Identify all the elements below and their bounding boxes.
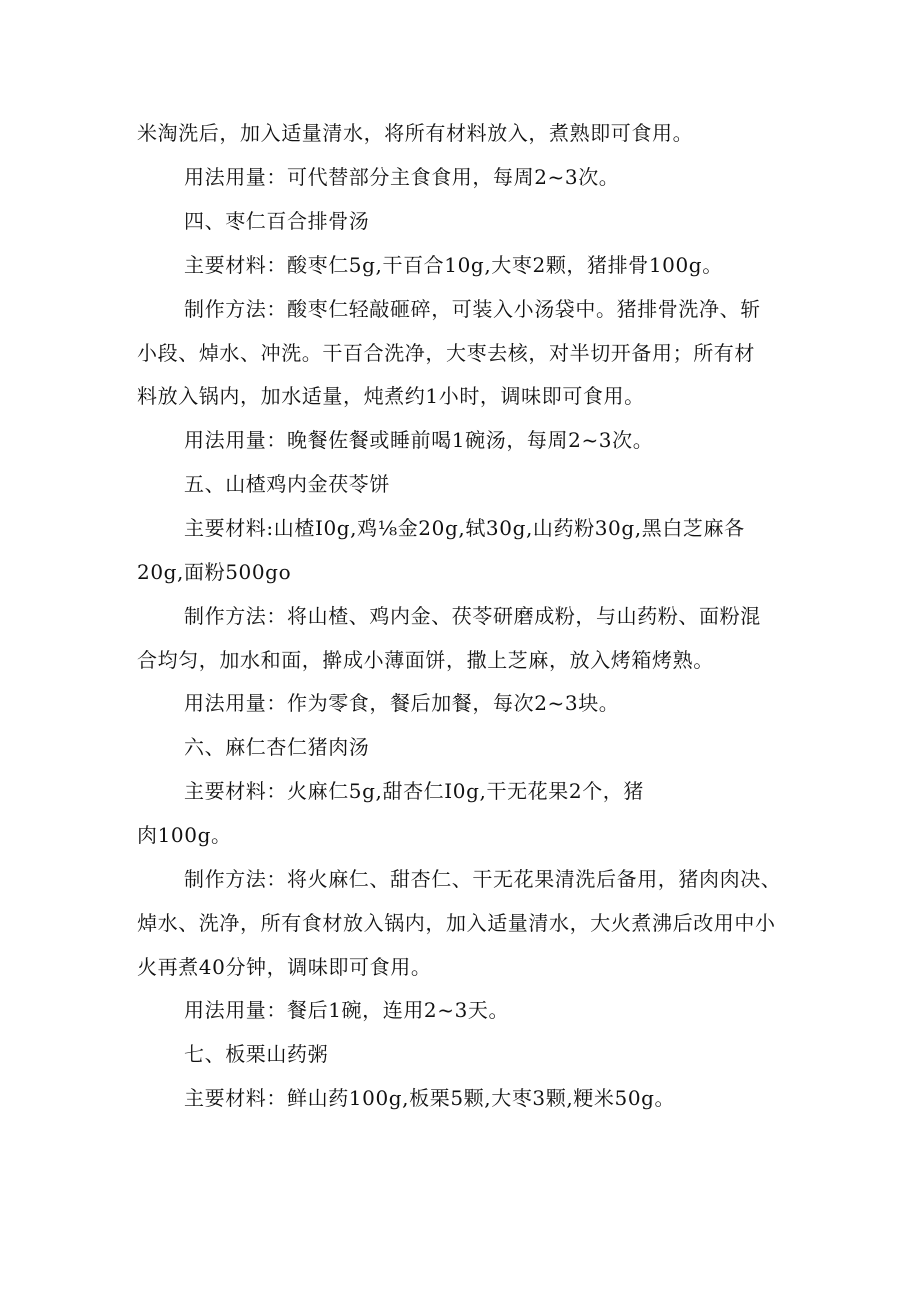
method-continuation-line: 料放入锅内，加水适量，炖煮约1小时，调味即可食用。 xyxy=(137,384,645,408)
section-heading: 五、山楂鸡内金茯苓饼 xyxy=(184,472,390,496)
method-line: 制作方法：将火麻仁、甜杏仁、干无花果清洗后备用，猪肉肉决、 xyxy=(184,867,782,891)
ingredients-line: 主要材料：酸枣仁5g,干百合10g,大枣2颗，猪排骨100g。 xyxy=(184,253,723,277)
method-line: 制作方法：将山楂、鸡内金、茯苓研磨成粉，与山药粉、面粉混 xyxy=(184,604,761,628)
usage-line: 用法用量：晚餐佐餐或睡前喝1碗汤，每周2~3次。 xyxy=(184,428,654,452)
method-continuation-line: 焯水、洗净，所有食材放入锅内，加入适量清水，大火煮沸后改用中小 xyxy=(137,911,776,935)
paragraph-line: 米淘洗后，加入适量清水，将所有材料放入，煮熟即可食用。 xyxy=(137,121,694,145)
ingredients-continuation-line: 20g,面粉500go xyxy=(137,560,292,584)
method-line: 制作方法：酸枣仁轻敲砸碎，可装入小汤袋中。猪排骨洗净、斩 xyxy=(184,297,761,321)
usage-line: 用法用量：可代替部分主食食用，每周2~3次。 xyxy=(184,165,620,189)
usage-line: 用法用量：作为零食，餐后加餐，每次2~3块。 xyxy=(184,691,620,715)
section-heading: 四、枣仁百合排骨汤 xyxy=(184,209,370,233)
method-continuation-line: 火再煮40分钟，调味即可食用。 xyxy=(137,955,432,979)
method-continuation-line: 合均匀，加水和面，擀成小薄面饼，撒上芝麻，放入烤箱烤熟。 xyxy=(137,648,714,672)
ingredients-continuation-line: 肉100g。 xyxy=(137,823,232,847)
section-heading: 六、麻仁杏仁猪肉汤 xyxy=(184,735,370,759)
ingredients-line: 主要材料：火麻仁5g,甜杏仁I0g,干无花果2个，猪 xyxy=(184,779,644,803)
method-continuation-line: 小段、焯水、冲洗。干百合洗净，大枣去核，对半切开备用；所有材 xyxy=(137,341,755,365)
ingredients-line: 主要材料：鲜山药100g,板栗5颗,大枣3颗,粳米50g。 xyxy=(184,1086,676,1110)
usage-line: 用法用量：餐后1碗，连用2~3天。 xyxy=(184,998,510,1022)
section-heading: 七、板栗山药粥 xyxy=(184,1042,329,1066)
ingredients-line: 主要材料:山楂I0g,鸡⅛金20g,轼30g,山药粉30g,黑白芝麻各 xyxy=(184,516,745,540)
